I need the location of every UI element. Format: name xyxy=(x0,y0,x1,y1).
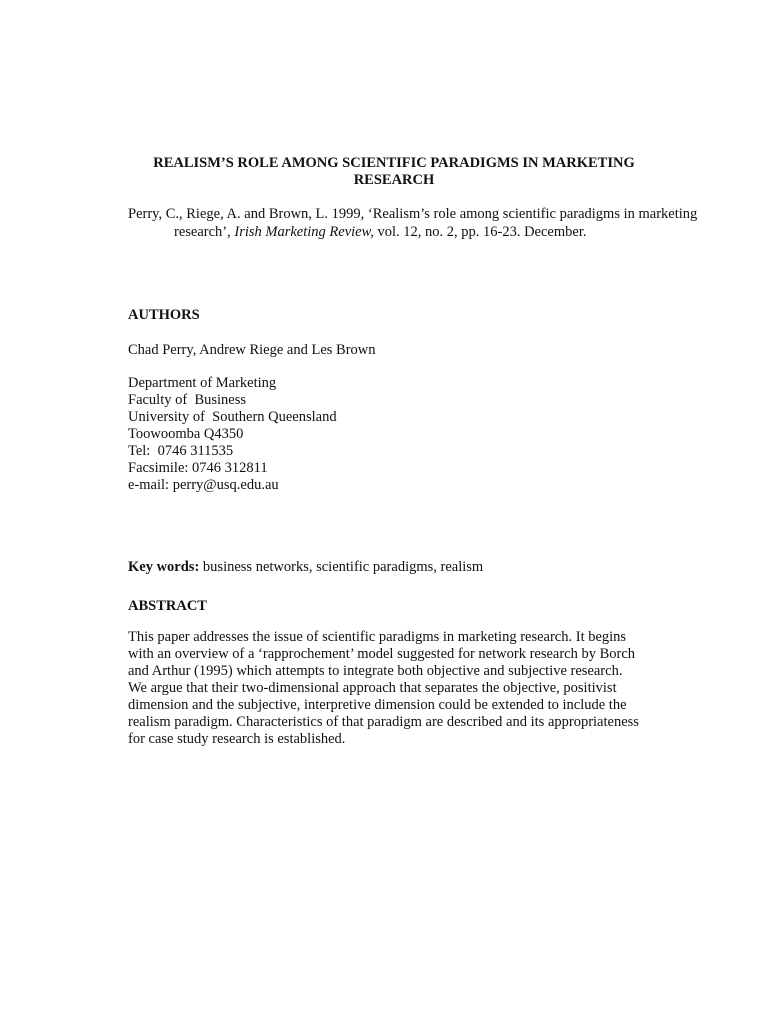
author-names: Chad Perry, Andrew Riege and Les Brown xyxy=(128,342,376,358)
address-department: Department of Marketing xyxy=(128,375,277,391)
address-university: University of Southern Queensland xyxy=(128,409,337,425)
abstract-line: realism paradigm. Characteristics of that paradigm are described and its appropriateness xyxy=(128,714,639,730)
abstract-line: with an overview of a ‘rapprochement’ model suggested for network research by Borch xyxy=(128,646,636,662)
address-telephone: Tel: 0746 311535 xyxy=(128,443,234,459)
abstract-line: and Arthur (1995) which attempts to integrate both objective and subjective research. xyxy=(128,663,623,679)
address-facsimile: Facsimile: 0746 312811 xyxy=(128,460,268,476)
abstract-heading: ABSTRACT xyxy=(128,598,207,614)
citation-volume: vol. 12, no. 2, pp. 16-23. December. xyxy=(373,223,587,240)
address-city: Toowoomba Q4350 xyxy=(128,426,244,442)
abstract-line: We argue that their two-dimensional approach that separates the objective, positivist xyxy=(128,680,617,696)
authors-heading: AUTHORS xyxy=(128,307,200,323)
keywords-value: business networks, scientific paradigms, realism xyxy=(199,559,484,575)
abstract-body xyxy=(128,629,680,748)
affiliation-address xyxy=(128,375,337,494)
paper-title xyxy=(128,155,660,189)
paper-title-line-1: REALISM’S ROLE AMONG SCIENTIFIC PARADIGMS IN MARKETING xyxy=(153,155,635,171)
citation-journal: Irish Marketing Review, xyxy=(234,223,374,240)
keywords xyxy=(128,559,483,576)
citation-text: Perry, C., Riege, A. and Brown, L. 1999, ‘Realism’s role among scientific paradigms in marketing research’, xyxy=(128,206,698,240)
paper-title-line-2: RESEARCH xyxy=(353,172,435,188)
abstract-line: This paper addresses the issue of scientific paradigms in marketing research. It begins xyxy=(128,629,627,645)
address-email: e-mail: perry@usq.edu.au xyxy=(128,477,279,493)
keywords-label: Key words: xyxy=(128,559,200,575)
abstract-line: dimension and the subjective, interpretive dimension could be extended to include the xyxy=(128,697,627,713)
citation xyxy=(128,206,726,241)
address-faculty: Faculty of Business xyxy=(128,392,247,408)
abstract-line: for case study research is established. xyxy=(128,731,346,747)
